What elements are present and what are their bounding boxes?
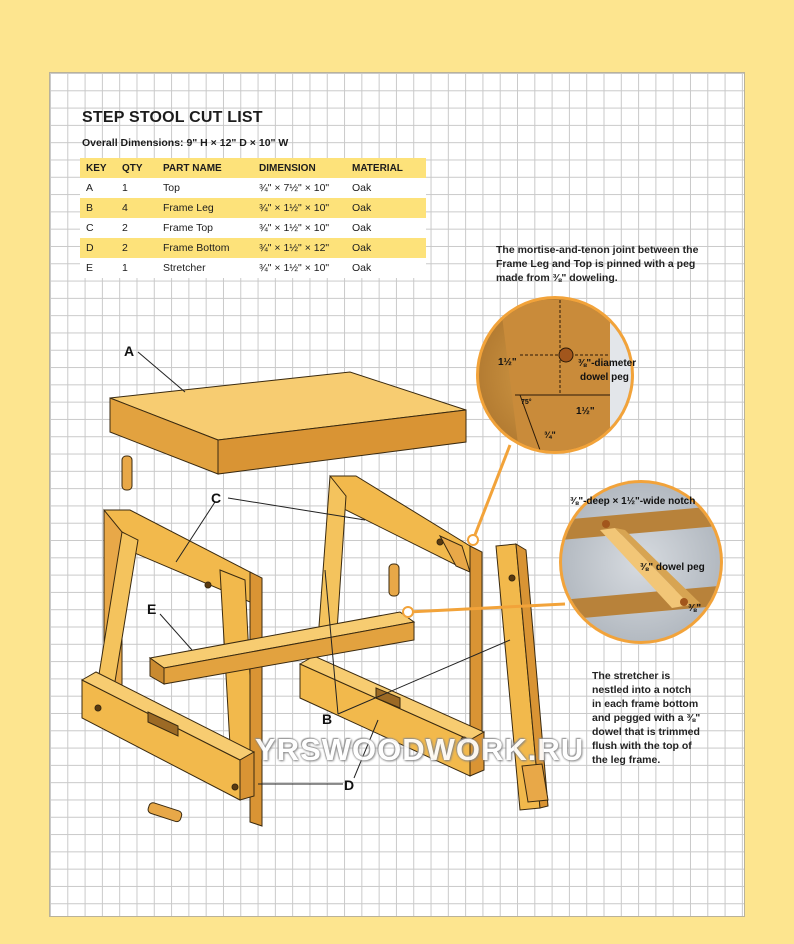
detail2-notch-label: ⅜"-deep × 1½"-wide notch [570,496,696,507]
cell-key: D [80,238,116,258]
cell-material: Oak [346,178,426,198]
cell-part: Frame Top [157,218,253,238]
cell-key: E [80,258,116,278]
detail1-dim-b: 1½" [576,406,595,417]
column-header-part: PART NAME [157,158,253,178]
separate-frame-leg [496,544,548,810]
detail2-dim: ⅜" [688,603,702,614]
cell-material: Oak [346,218,426,238]
detail-stretcher-notch [555,478,730,648]
cell-material: Oak [346,258,426,278]
cell-dimension: ¾" × 1½" × 10" [253,198,346,218]
label-d: D [344,777,355,793]
cell-qty: 1 [116,178,157,198]
cell-material: Oak [346,238,426,258]
stretcher-note: The stretcher is nestled into a notch in each frame bottom and pegged with a ⅜" dowel that is trimmed flush with the top of the leg frame. [592,670,701,766]
cell-qty: 4 [116,198,157,218]
cell-qty: 2 [116,218,157,238]
page-title: STEP STOOL CUT LIST [82,109,263,126]
cell-key: A [80,178,116,198]
detail1-angle: 75° [521,399,532,406]
cell-qty: 1 [116,258,157,278]
overall-dimensions: Overall Dimensions: 9" H × 12" D × 10" W [82,137,289,149]
column-header-dimension: DIMENSION [253,158,346,178]
cell-key: C [80,218,116,238]
cell-key: B [80,198,116,218]
detail1-peg-label: ⅜"-diameter [578,358,637,369]
column-header-key: KEY [80,158,116,178]
detail1-dim-a: 1½" [498,357,517,368]
column-header-material: MATERIAL [346,158,426,178]
label-a: A [124,343,135,359]
cell-qty: 2 [116,238,157,258]
cell-material: Oak [346,198,426,218]
cell-part: Frame Bottom [157,238,253,258]
cell-dimension: ¾" × 1½" × 10" [253,258,346,278]
mortise-note: The mortise-and-tenon joint between the Frame Leg and Top is pinned with a peg made from ⅜" doweling. [496,244,699,284]
label-e: E [147,601,157,617]
connector-dot [468,535,478,545]
detail1-dim-c: ¾" [544,430,556,440]
watermark: YRSWOODWORK.RU [255,732,585,767]
label-c: C [211,490,222,506]
cell-dimension: ¾" × 1½" × 12" [253,238,346,258]
part-top [110,372,466,474]
cell-dimension: ¾" × 1½" × 10" [253,218,346,238]
cell-dimension: ¾" × 7½" × 10" [253,178,346,198]
cell-part: Top [157,178,253,198]
detail-mortise-tenon [470,290,640,460]
detail1-peg-label-2: dowel peg [580,372,629,383]
connector-dot [403,607,413,617]
cell-part: Frame Leg [157,198,253,218]
cell-part: Stretcher [157,258,253,278]
column-header-qty: QTY [116,158,157,178]
label-b: B [322,711,333,727]
detail2-dowel-label: ⅜" dowel peg [640,562,705,573]
